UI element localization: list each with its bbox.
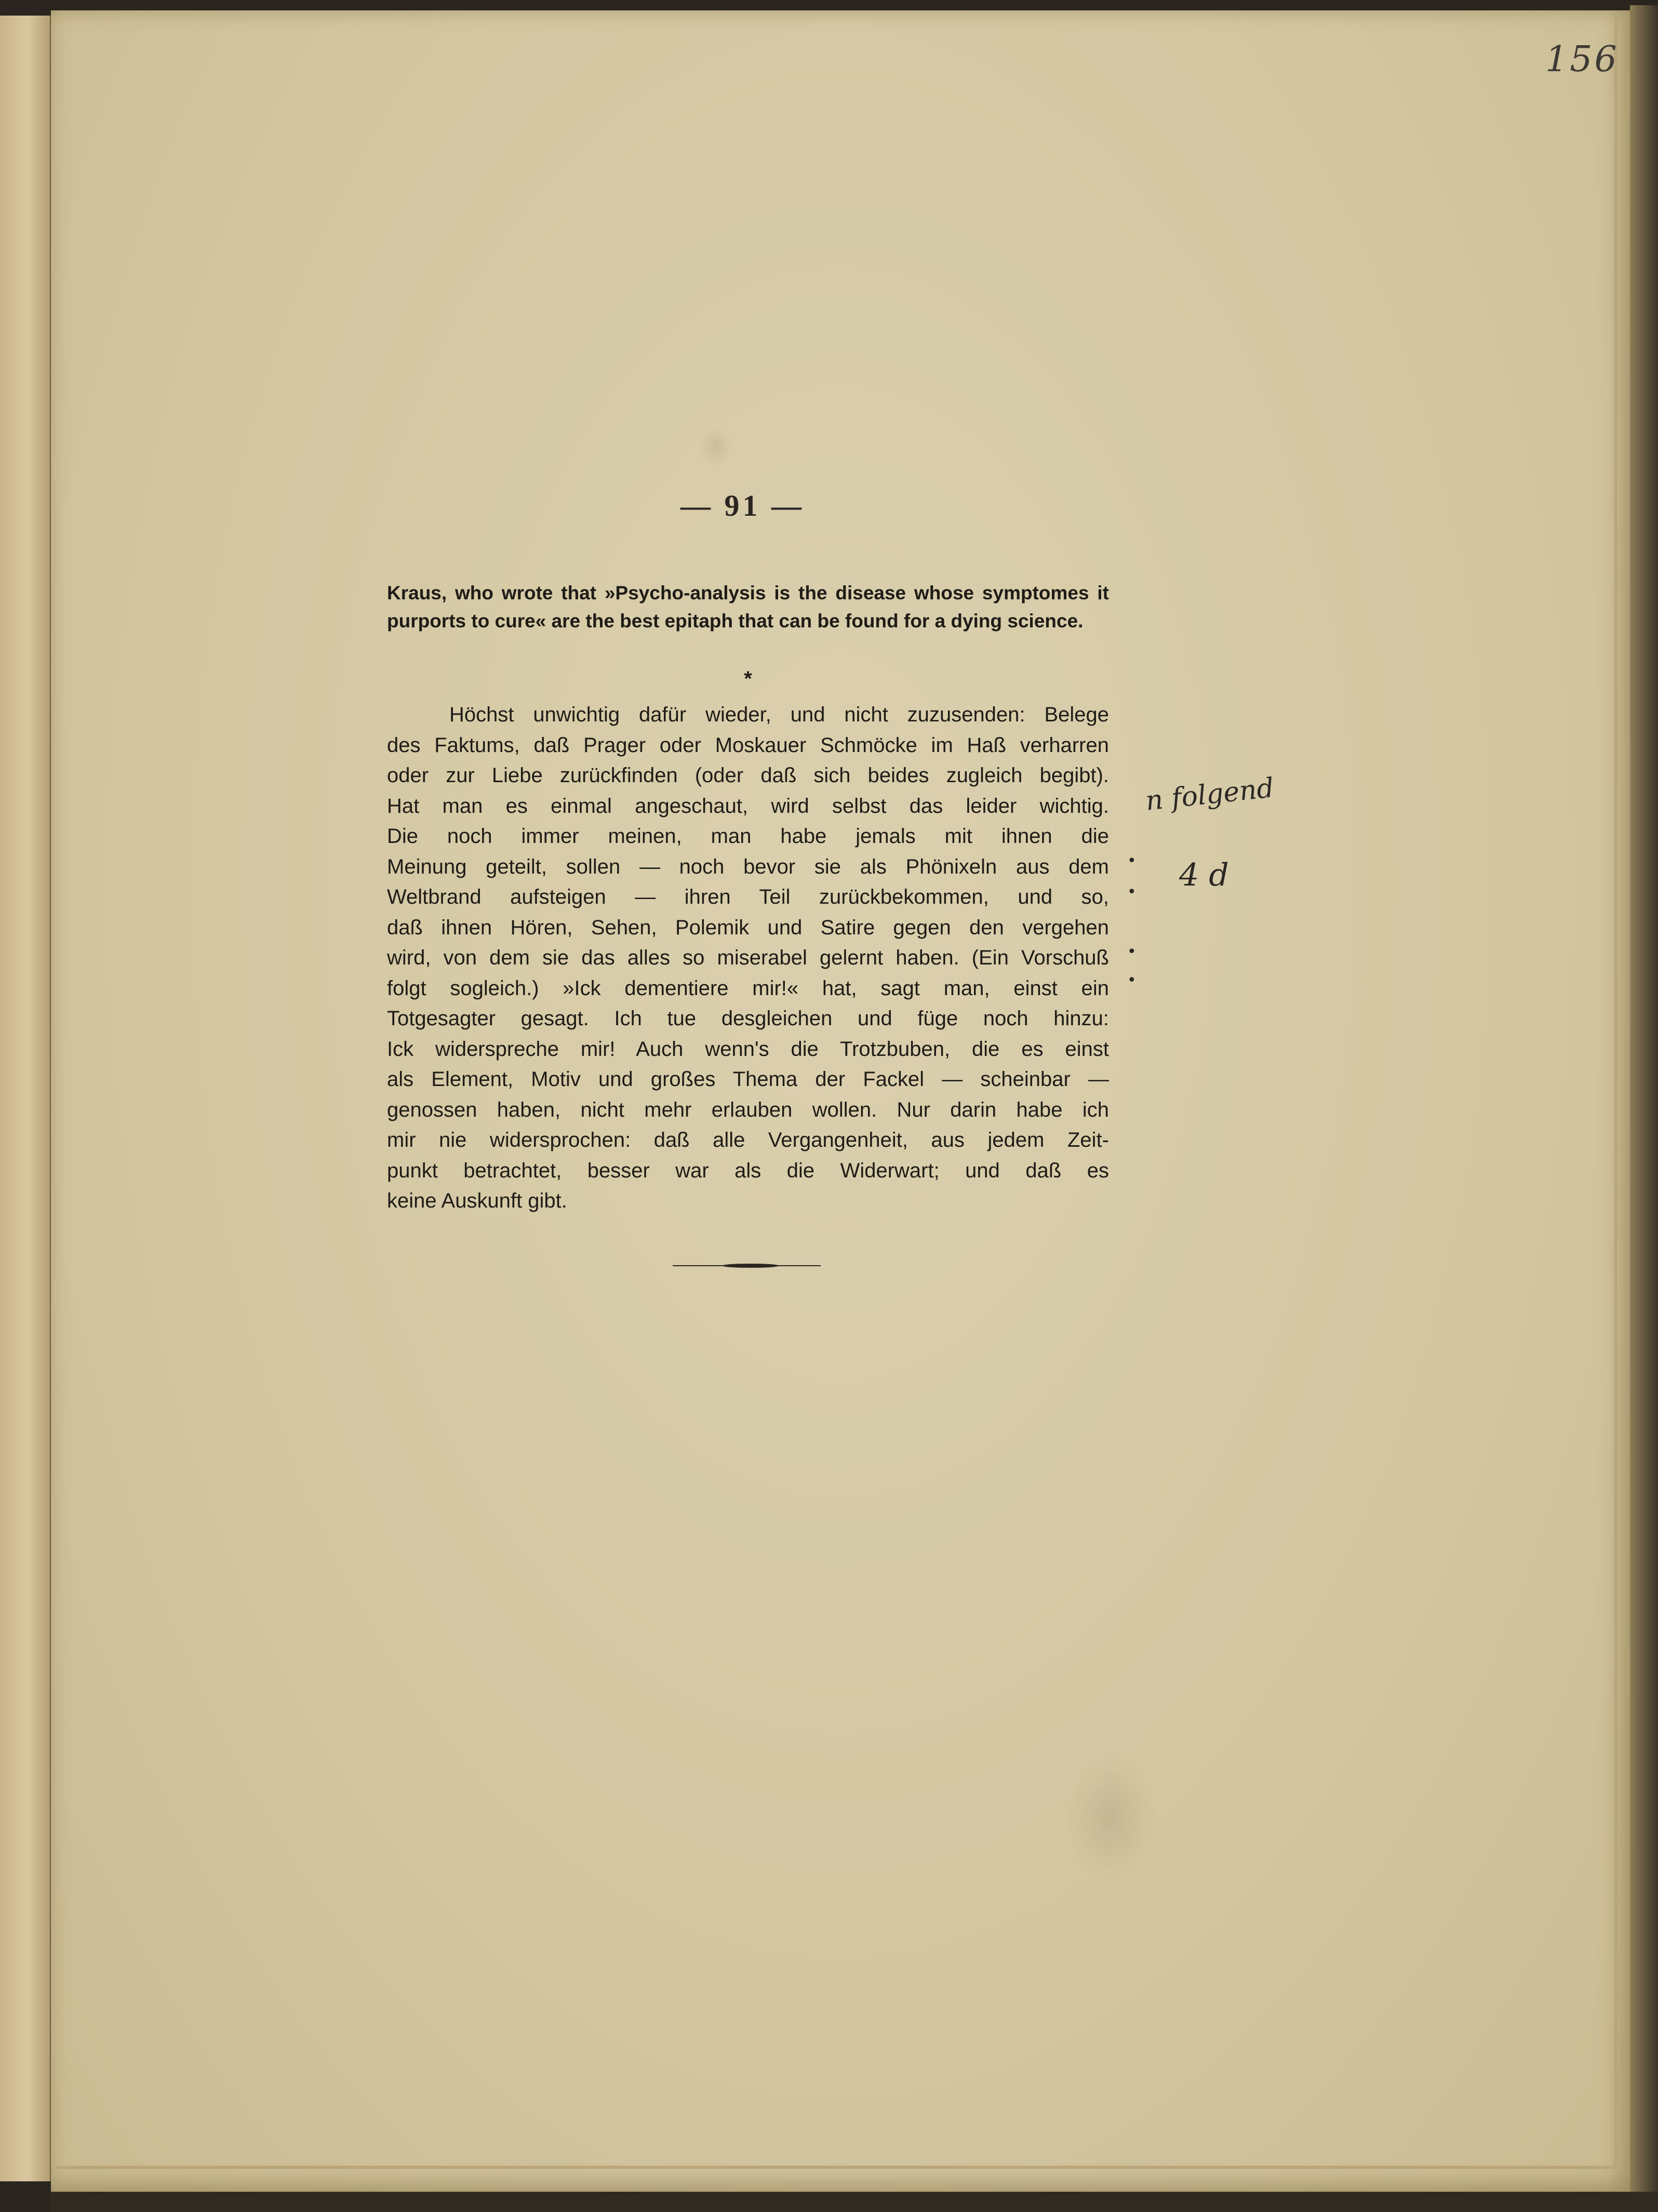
paragraph-line: oder zur Liebe zurückfinden (oder daß sich beides zugleich begibt). [387, 764, 1109, 787]
paragraph-line: Totgesagter gesagt. Ich tue desgleichen und füge noch hinzu: [387, 1007, 1109, 1030]
bottom-page-edge [51, 2192, 1658, 2212]
handwritten-margin-note: 4 d [1179, 857, 1229, 893]
paragraph-line: Ick widerspreche mir! Auch wenn's die Trotzbuben, die es einst [387, 1037, 1109, 1061]
right-page-edge [1630, 5, 1658, 2212]
margin-correction-mark: • [1127, 883, 1136, 901]
previous-pages-edge [0, 16, 52, 2181]
paragraph-line: Höchst unwichtig dafür wieder, und nicht zuzusenden: Belege [449, 703, 1109, 726]
margin-correction-mark: • [1127, 943, 1136, 961]
paragraph-line: Meinung geteilt, sollen — noch bevor sie als Phönixeln aus dem [387, 855, 1109, 878]
margin-correction-mark: • [1127, 971, 1136, 989]
paragraph-line: Weltbrand aufsteigen — ihren Teil zurückbekommen, und so, [387, 886, 1109, 908]
paragraph-line: genossen haben, nicht mehr erlauben wollen. Nur darin habe ich [387, 1098, 1109, 1121]
paragraph-line: punkt betrachtet, besser war als die Widerwart; und daß es [387, 1159, 1109, 1182]
paragraph-line: des Faktums, daß Prager oder Moskauer Schmöcke im Haß verharren [387, 733, 1109, 757]
text-block [387, 579, 1109, 1216]
paragraph-line: folgt sogleich.) »Ick dementiere mir!« hat, sagt man, einst ein [387, 976, 1109, 1000]
handwritten-margin-note: n folgend [1144, 772, 1276, 817]
section-asterisk: * [744, 667, 752, 690]
handwritten-folio-number: 156 [1545, 39, 1619, 80]
footnote-text: Kraus, who wrote that »Psycho-analysis is the disease whose symptomes it purports to cure« are the best epitaph that can be found for a dying science. [387, 582, 1109, 632]
paragraph-line: daß ihnen Hören, Sehen, Polemik und Satire gegen den vergehen [387, 916, 1109, 939]
paragraph-line: Die noch immer meinen, man habe jemals mit ihnen die [387, 825, 1109, 848]
paragraph-line: Hat man es einmal angeschaut, wird selbst das leider wichtig. [387, 794, 1109, 817]
paragraph-line: als Element, Motiv und großes Thema der Fackel — scheinbar — [387, 1068, 1109, 1091]
paragraph-line: mir nie widersprochen: daß alle Vergangenheit, aus jedem Zeit- [387, 1129, 1109, 1151]
paper-stain [1064, 1750, 1157, 1885]
main-paragraph [387, 700, 1109, 1216]
margin-correction-mark: • [1127, 852, 1136, 870]
ornamental-rule [673, 1262, 821, 1269]
paragraph-line: keine Auskunft gibt. [387, 1189, 567, 1212]
page-number: — 91 — [680, 489, 805, 522]
paper-stain [700, 426, 731, 467]
paragraph-line: wird, von dem sie das alles so miserabel gelernt haben. (Ein Vorschuß [387, 946, 1109, 969]
